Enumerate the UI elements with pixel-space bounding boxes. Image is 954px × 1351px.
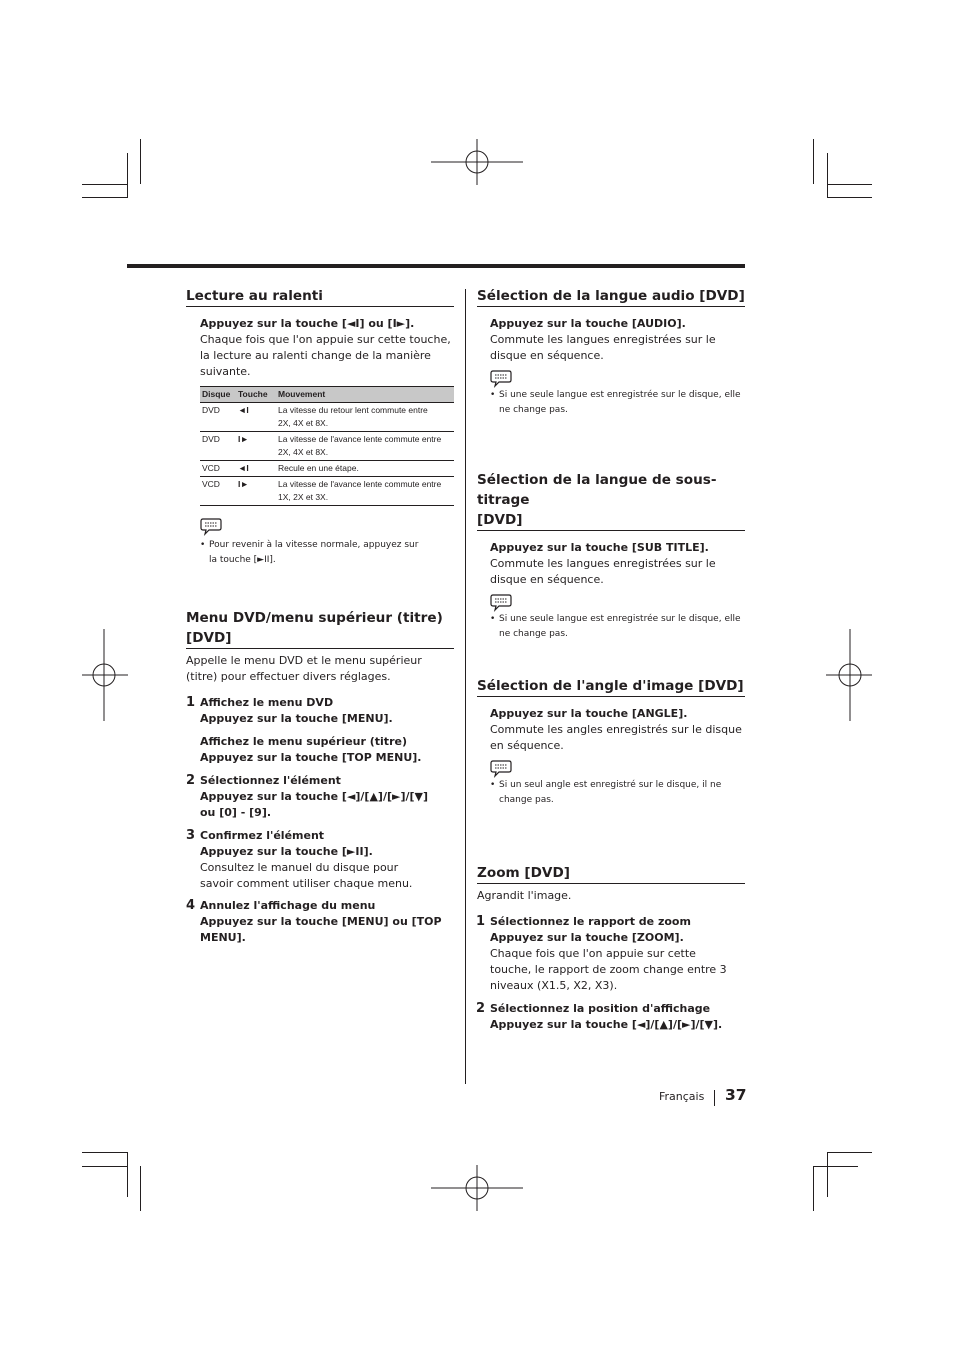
- left-column: [186, 286, 454, 944]
- right-column: [476, 286, 745, 1031]
- table-row: [200, 432, 454, 461]
- slow-motion-note: [200, 516, 425, 568]
- cell-disc: VCD: [200, 477, 236, 506]
- step-instruction: Appuyez sur la touche [◄]/[▲]/[►]/[▼]: [200, 790, 429, 803]
- step-number: 1: [186, 695, 196, 710]
- cell-disc: DVD: [200, 403, 236, 432]
- footer-language: Français: [659, 1090, 705, 1103]
- cell-disc: VCD: [200, 461, 236, 477]
- angle-section: [477, 676, 745, 808]
- instruction: Appuyez sur la touche [AUDIO].: [490, 317, 686, 330]
- cell-disc: DVD: [200, 432, 236, 461]
- table-header-row: [200, 387, 454, 403]
- header-movement: Mouvement: [276, 387, 454, 403]
- step-1: [476, 914, 735, 994]
- step-instruction: Appuyez sur la touche [◄]/[▲]/[►]/[▼].: [490, 1018, 723, 1031]
- note-icon: [490, 758, 512, 778]
- step-instruction: MENU].: [200, 931, 246, 944]
- section-heading-subtitle: Sélection de la langue de sous-titrage [DVD]: [477, 470, 745, 531]
- step-1: [186, 695, 454, 766]
- step-instruction: Appuyez sur la touche [MENU] ou [TOP: [200, 915, 442, 928]
- step-4: [186, 898, 454, 946]
- slow-motion-table: [200, 386, 454, 506]
- step-instruction: Appuyez sur la touche [►II].: [200, 845, 373, 858]
- step-number: 1: [476, 914, 486, 929]
- step-number: 3: [186, 828, 196, 843]
- step-number: 2: [476, 1001, 486, 1016]
- cell-movement: Recule en une étape.: [276, 461, 454, 477]
- cell-key: ◄I: [236, 403, 276, 432]
- cell-movement: La vitesse de l'avance lente commute entre 2X, 4X et 8X.: [276, 432, 454, 461]
- note-text: • Pour revenir à la vitesse normale, appuyez sur la touche [►II].: [200, 538, 425, 568]
- step-3: [186, 828, 454, 892]
- step-title: Affichez le menu DVD: [200, 696, 334, 709]
- step-number: 4: [186, 898, 196, 913]
- note-icon: [490, 368, 512, 388]
- note-text: • Si une seule langue est enregistrée sur le disque, elle ne change pas.: [490, 612, 742, 642]
- section-heading-zoom: Zoom [DVD]: [477, 863, 745, 884]
- table-row: [200, 461, 454, 477]
- subtitle-section: [477, 470, 745, 642]
- header-key: Touche: [236, 387, 276, 403]
- cell-movement: La vitesse du retour lent commute entre 2X, 4X et 8X.: [276, 403, 454, 432]
- menu-section: [186, 608, 454, 946]
- zoom-section: [477, 863, 745, 1033]
- registration-mark-right: [826, 629, 872, 721]
- registration-mark-top: [431, 139, 523, 185]
- step-title: Affichez le menu supérieur (titre): [200, 735, 407, 748]
- cell-key: I►: [236, 432, 276, 461]
- section-heading-dvd-menu: Menu DVD/menu supérieur (titre) [DVD]: [186, 608, 454, 649]
- header-disc: Disque: [200, 387, 236, 403]
- step-instruction: Appuyez sur la touche [TOP MENU].: [200, 751, 422, 764]
- cell-key: I►: [236, 477, 276, 506]
- audio-section: [477, 286, 745, 418]
- step-title: Sélectionnez la position d'affichage: [490, 1002, 711, 1015]
- footer-separator: [714, 1090, 715, 1106]
- step-title: Sélectionnez l'élément: [200, 774, 341, 787]
- description: Commute les langues enregistrées sur le disque en séquence.: [490, 333, 716, 362]
- menu-intro: Appelle le menu DVD et le menu supérieur (titre) pour effectuer divers réglages.: [186, 654, 422, 683]
- page-number: 37: [725, 1086, 747, 1104]
- note-icon: [200, 516, 222, 536]
- table-row: [200, 477, 454, 506]
- step-instruction: ou [0] - [9].: [200, 806, 272, 819]
- registration-mark-left: [82, 629, 128, 721]
- cell-movement: La vitesse de l'avance lente commute entre 1X, 2X et 3X.: [276, 477, 454, 506]
- slow-motion-body: [200, 316, 454, 380]
- note-icon: [490, 592, 512, 612]
- section-heading-audio: Sélection de la langue audio [DVD]: [477, 286, 745, 307]
- instruction: Appuyez sur la touche [◄I] ou [I►].: [200, 317, 415, 330]
- step-description: Chaque fois que l'on appuie sur cette touche, le rapport de zoom change entre 3 niveaux (X1.5, X2, X3).: [490, 947, 727, 992]
- instruction: Appuyez sur la touche [ANGLE].: [490, 707, 688, 720]
- step-2: [186, 773, 454, 821]
- note-text: • Si une seule langue est enregistrée sur le disque, elle ne change pas.: [490, 388, 742, 418]
- step-instruction: Appuyez sur la touche [ZOOM].: [490, 931, 684, 944]
- section-heading-angle: Sélection de l'angle d'image [DVD]: [477, 676, 745, 697]
- step-2: [476, 1001, 735, 1033]
- column-divider: [465, 289, 466, 1084]
- step-number: 2: [186, 773, 196, 788]
- step-title: Annulez l'affichage du menu: [200, 899, 376, 912]
- description: Commute les langues enregistrées sur le disque en séquence.: [490, 557, 716, 586]
- instruction: Appuyez sur la touche [SUB TITLE].: [490, 541, 709, 554]
- top-rule: [127, 264, 745, 268]
- step-description: Consultez le manuel du disque pour savoir comment utiliser chaque menu.: [200, 861, 413, 890]
- note-text: • Si un seul angle est enregistré sur le disque, il ne change pas.: [490, 778, 742, 808]
- table-row: [200, 403, 454, 432]
- zoom-intro: Agrandit l'image.: [477, 889, 572, 902]
- section-heading-slow-motion: Lecture au ralenti: [186, 286, 454, 307]
- registration-mark-bottom: [431, 1165, 523, 1211]
- step-title: Confirmez l'élément: [200, 829, 325, 842]
- step-instruction: Appuyez sur la touche [MENU].: [200, 712, 393, 725]
- description: Chaque fois que l'on appuie sur cette touche, la lecture au ralenti change de la manière suivante.: [200, 333, 451, 378]
- description: Commute les angles enregistrés sur le disque en séquence.: [490, 723, 742, 752]
- cell-key: ◄I: [236, 461, 276, 477]
- step-title: Sélectionnez le rapport de zoom: [490, 915, 691, 928]
